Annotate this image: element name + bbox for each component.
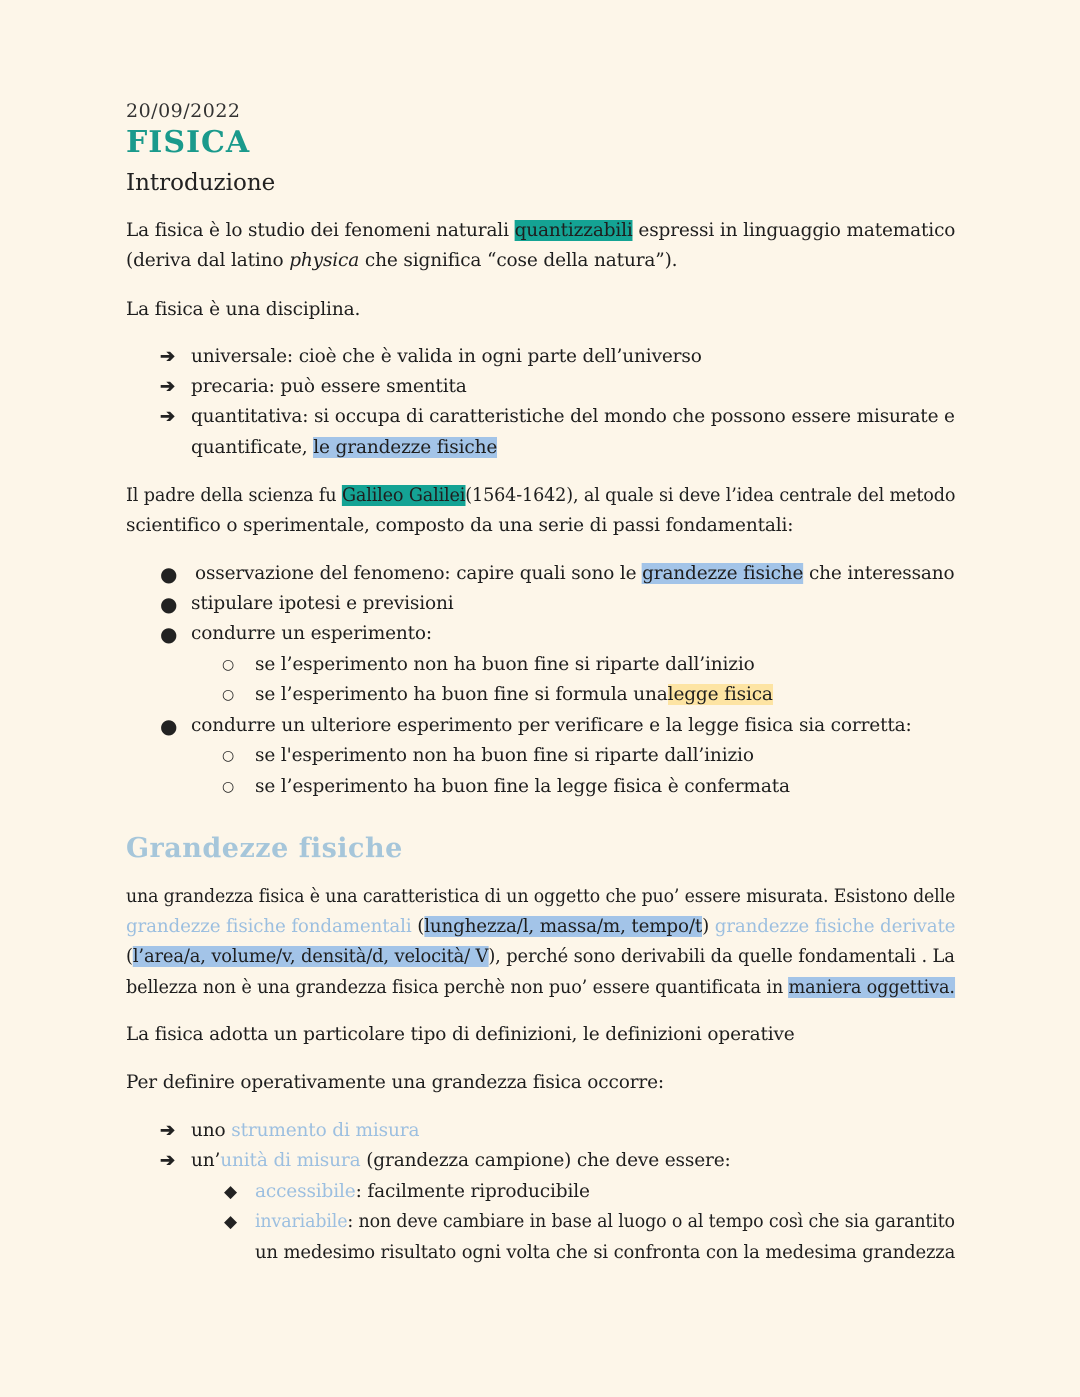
operative-line: La fisica adotta un particolare tipo di definizioni, le definizioni operative <box>126 1024 795 1045</box>
highlight-grandezze: grandezze fisiche <box>642 563 804 584</box>
list-item: precaria: può essere smentita <box>191 376 467 397</box>
light-text: accessibile <box>255 1181 356 1202</box>
section-heading: Grandezze fisiche <box>126 833 403 864</box>
gf-line-1: una grandezza fisica è una caratteristica di un oggetto che puo’ essere misurata. Esistono delle <box>126 886 956 907</box>
date: 20/09/2022 <box>126 100 241 122</box>
disciplina-line: La fisica è una disciplina. <box>126 299 361 320</box>
intro-line-1 <box>126 218 955 244</box>
diamond-bullet-icon: ◆ <box>224 1212 238 1232</box>
light-text: grandezze fisiche derivate <box>714 916 956 937</box>
sub-list-item: se l'esperimento non ha buon fine si riparte dall’inizio <box>255 745 754 766</box>
highlight-quantizzabili: quantizzabili <box>514 220 633 241</box>
text: (grandezza campione) che deve essere: <box>366 1150 731 1171</box>
circle-bullet-icon: ○ <box>222 748 235 764</box>
highlight-legge-fisica: legge fisica <box>667 684 773 705</box>
intro-line-2 <box>126 248 677 274</box>
galileo-line-2: scientifico o sperimentale, composto da una serie di passi fondamentali: <box>126 515 794 536</box>
text: Il padre della scienza fu <box>126 485 337 506</box>
sub-list-item <box>255 682 773 708</box>
bullet-icon: ● <box>160 622 178 646</box>
arrow-icon: ➔ <box>160 406 176 427</box>
text: (deriva dal latino <box>126 250 284 271</box>
arrow-icon: ➔ <box>160 346 176 367</box>
highlight-grandezze: le grandezze fisiche <box>313 437 498 458</box>
sub-list-item <box>255 1179 590 1205</box>
gf-line-2 <box>126 914 955 940</box>
list-item: quantitativa: si occupa di caratteristiche del mondo che possono essere misurate e <box>191 406 955 427</box>
bullet-icon: ● <box>160 592 178 616</box>
text: un’ <box>191 1150 221 1171</box>
highlight-fondamentali: lunghezza/l, massa/m, tempo/t <box>424 916 703 937</box>
bullet-icon: ● <box>160 714 178 738</box>
text: osservazione del fenomeno: capire quali sono le <box>195 563 637 584</box>
list-item: universale: cioè che è valida in ogni parte dell’universo <box>191 346 702 367</box>
page-title: FISICA <box>126 125 251 160</box>
list-item <box>195 561 954 587</box>
diamond-bullet-icon: ◆ <box>224 1182 238 1202</box>
text: che interessano <box>808 563 955 584</box>
text: ( <box>126 946 133 967</box>
highlight-galileo: Galileo Galilei <box>341 485 466 506</box>
highlight-derivate: l’area/a, volume/v, densità/d, velocità/ V <box>132 946 489 967</box>
text: : non deve cambiare in base al luogo o al tempo così che sia garantito <box>347 1211 955 1232</box>
sub-list-item-cont: un medesimo risultato ogni volta che si confronta con la medesima grandezza <box>255 1242 956 1263</box>
list-item: condurre un esperimento: <box>191 623 433 644</box>
text: (1564-1642), al quale si deve l’idea centrale del metodo <box>465 485 956 506</box>
text: ), perché sono derivabili da quelle fondamentali . La <box>488 946 955 967</box>
light-text: unità di misura <box>220 1150 361 1171</box>
arrow-icon: ➔ <box>160 376 176 397</box>
subtitle: Introduzione <box>126 170 276 196</box>
text: espressi in linguaggio matematico <box>638 220 956 241</box>
sub-list-item: se l’esperimento non ha buon fine si riparte dall’inizio <box>255 654 755 675</box>
arrow-icon: ➔ <box>160 1150 176 1171</box>
light-text: strumento di misura <box>231 1120 420 1141</box>
text: che significa “cose della natura”). <box>364 250 678 271</box>
text: ( <box>417 916 425 937</box>
list-item: stipulare ipotesi e previsioni <box>191 593 454 614</box>
text: uno <box>191 1120 226 1141</box>
circle-bullet-icon: ○ <box>222 779 235 795</box>
text: quantificate, <box>191 437 308 458</box>
italic-physica: physica <box>289 250 360 271</box>
circle-bullet-icon: ○ <box>222 687 235 703</box>
light-text: invariabile <box>255 1211 348 1232</box>
sub-list-item <box>255 1209 955 1235</box>
list-item-cont <box>191 435 497 461</box>
light-text: grandezze fisiche fondamentali <box>126 916 412 937</box>
text: bellezza non è una grandezza fisica perchè non puo’ essere quantificata in <box>126 977 784 998</box>
highlight-oggettiva: maniera oggettiva. <box>788 977 955 998</box>
gf-line-4 <box>126 975 955 1001</box>
bullet-icon: ● <box>160 562 178 586</box>
text: se l’esperimento ha buon fine si formula una <box>255 684 668 705</box>
list-item <box>191 1148 731 1174</box>
list-item: condurre un ulteriore esperimento per verificare e la legge fisica sia corretta: <box>191 715 912 736</box>
galileo-line-1 <box>126 483 955 509</box>
circle-bullet-icon: ○ <box>222 657 235 673</box>
gf-line-3 <box>126 944 955 970</box>
text: La fisica è lo studio dei fenomeni naturali <box>126 220 509 241</box>
text: : facilmente riproducibile <box>355 1181 590 1202</box>
text: ) <box>702 916 710 937</box>
list-item <box>191 1118 419 1144</box>
sub-list-item: se l’esperimento ha buon fine la legge fisica è confermata <box>255 776 790 797</box>
arrow-icon: ➔ <box>160 1120 176 1141</box>
definire-line: Per definire operativamente una grandezza fisica occorre: <box>126 1072 664 1093</box>
